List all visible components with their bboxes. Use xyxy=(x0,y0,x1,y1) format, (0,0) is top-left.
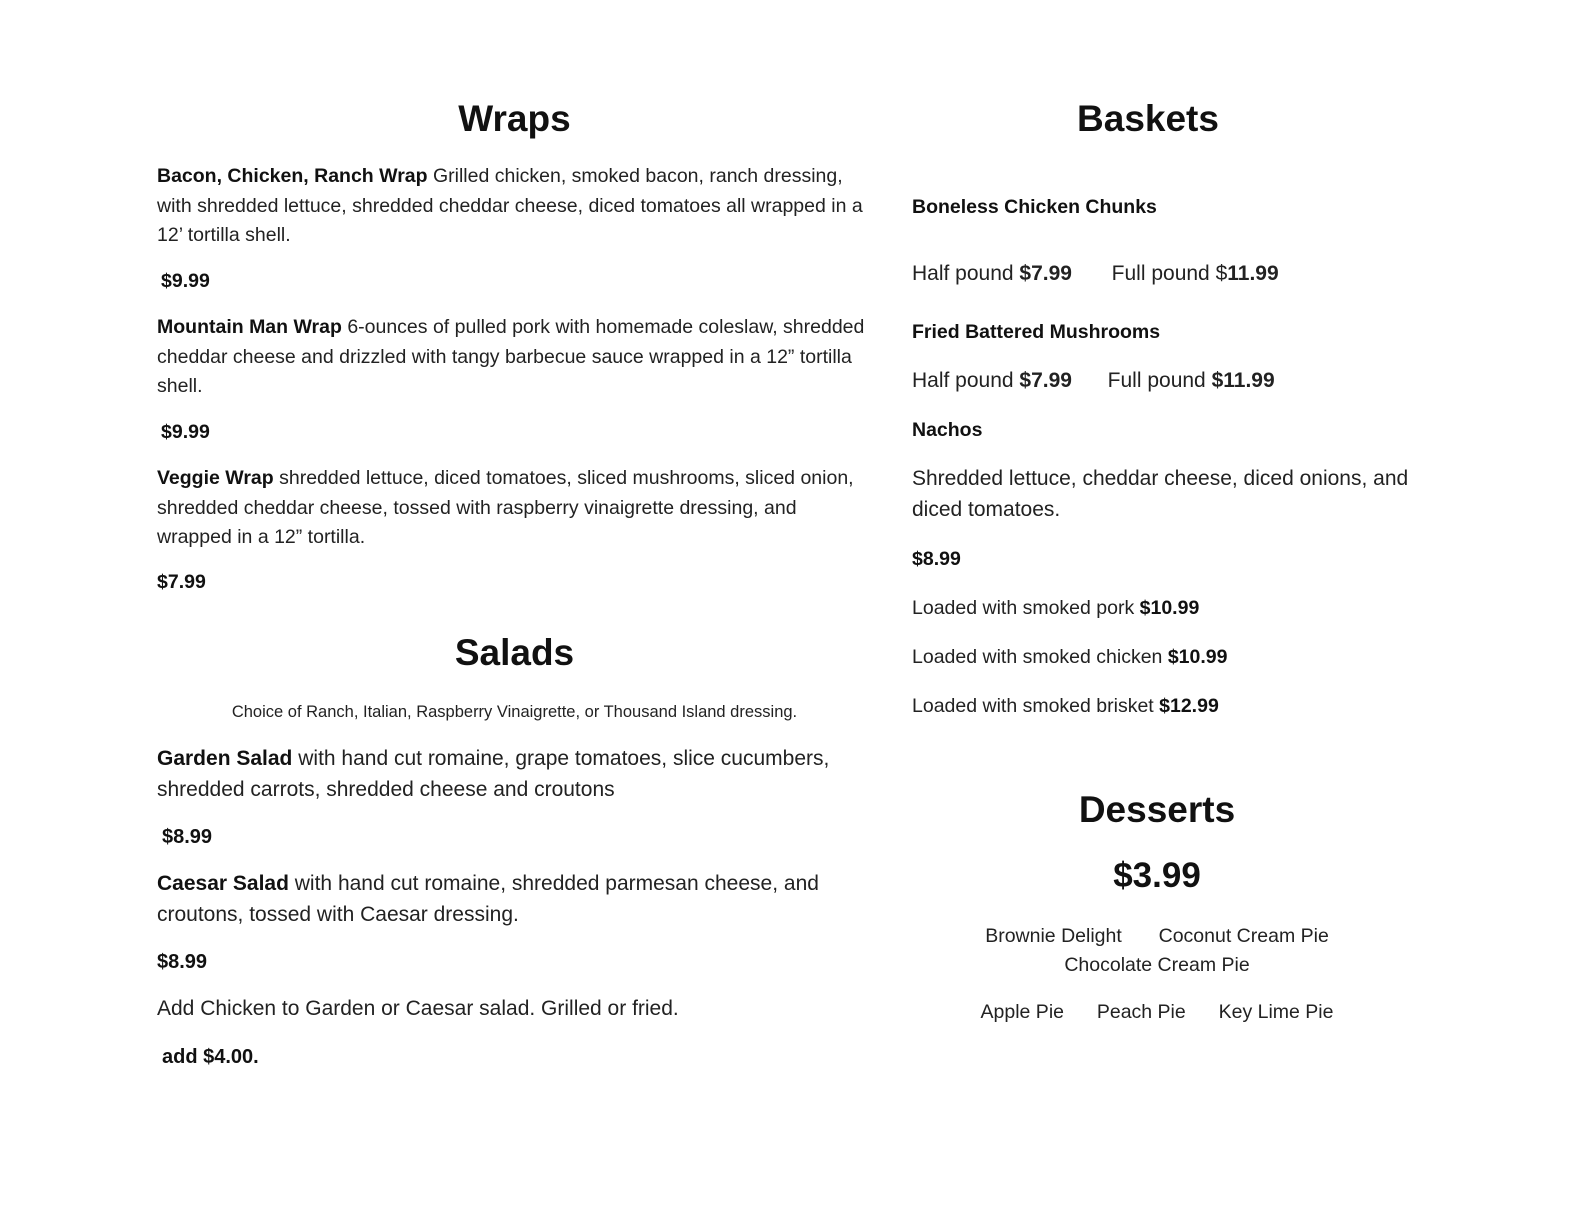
salad-item-garden xyxy=(157,744,872,805)
full-pound-label: Full pound xyxy=(1107,369,1206,392)
wrap-description: 6-ounces of pulled pork with homemade coleslaw, shredded cheddar cheese and drizzled with tangy barbecue sauce wrapped in a 12” tortilla shell. xyxy=(157,316,865,397)
wrap-name: Veggie Wrap xyxy=(157,467,274,489)
salad-item-caesar xyxy=(157,869,872,930)
salad-addon-price: add $4.00. xyxy=(162,1046,259,1068)
nachos-loaded-pork xyxy=(912,594,1199,624)
nachos-loaded-chicken xyxy=(912,643,1227,673)
wrap-price: $7.99 xyxy=(157,571,206,593)
loaded-price: $12.99 xyxy=(1159,695,1219,717)
wrap-name: Mountain Man Wrap xyxy=(157,316,342,338)
dessert-row-3 xyxy=(912,998,1402,1028)
basket-chunks-name: Boneless Chicken Chunks xyxy=(912,196,1157,218)
dessert-row-2 xyxy=(912,951,1402,981)
salad-name: Caesar Salad xyxy=(157,872,289,895)
salad-description: with hand cut romaine, grape tomatoes, slice cucumbers, shredded carrots, shredded cheese and croutons xyxy=(157,747,830,801)
dessert-item: Brownie Delight xyxy=(985,925,1122,947)
salads-heading: Salads xyxy=(454,632,575,673)
half-pound-price: $7.99 xyxy=(1019,262,1072,285)
wrap-price: $9.99 xyxy=(161,421,210,443)
nachos-price: $8.99 xyxy=(912,548,961,570)
full-pound-price: $11.99 xyxy=(1211,369,1275,392)
baskets-heading: Baskets xyxy=(1077,98,1219,139)
salad-description: with hand cut romaine, shredded parmesan cheese, and croutons, tossed with Caesar dressing. xyxy=(157,872,819,926)
half-pound-label: Half pound xyxy=(912,262,1014,285)
wrap-item-mountain-man xyxy=(157,313,872,402)
loaded-price: $10.99 xyxy=(1167,646,1228,668)
wrap-item-veggie xyxy=(157,464,872,553)
basket-mushrooms-prices xyxy=(912,366,1275,397)
basket-chunks-prices xyxy=(912,259,1279,290)
dessert-row-1 xyxy=(912,922,1402,952)
desserts-price: $3.99 xyxy=(1113,856,1201,895)
dessert-item: Apple Pie xyxy=(980,1001,1064,1023)
basket-nachos-name: Nachos xyxy=(912,419,983,441)
salad-price: $8.99 xyxy=(162,826,213,848)
nachos-loaded-brisket xyxy=(912,692,1219,722)
wrap-name: Bacon, Chicken, Ranch Wrap xyxy=(157,165,428,187)
loaded-price: $10.99 xyxy=(1139,597,1200,619)
loaded-label: Loaded with smoked chicken xyxy=(912,646,1163,668)
dessert-item: Key Lime Pie xyxy=(1218,1001,1334,1023)
basket-mushrooms-name: Fried Battered Mushrooms xyxy=(912,321,1161,343)
wrap-item-bacon-chicken-ranch xyxy=(157,162,872,251)
half-pound-label: Half pound xyxy=(912,369,1014,392)
desserts-heading: Desserts xyxy=(1078,789,1236,830)
dessert-item: Chocolate Cream Pie xyxy=(1064,954,1250,976)
dessert-item: Peach Pie xyxy=(1096,1001,1186,1023)
salad-addon-text: Add Chicken to Garden or Caesar salad. Grilled or fried. xyxy=(157,997,679,1020)
wraps-heading: Wraps xyxy=(458,98,571,139)
loaded-label: Loaded with smoked brisket xyxy=(912,695,1154,717)
dessert-item: Coconut Cream Pie xyxy=(1158,925,1329,947)
full-pound-label: Full pound $ xyxy=(1111,262,1228,285)
salad-name: Garden Salad xyxy=(157,747,293,770)
wrap-description: Grilled chicken, smoked bacon, ranch dressing, with shredded lettuce, shredded cheddar cheese, diced tomatoes all wrapped in a 12’ tortilla shell. xyxy=(157,165,863,246)
wrap-description: shredded lettuce, diced tomatoes, sliced mushrooms, sliced onion, shredded cheddar cheese, tossed with raspberry vinaigrette dressing, and wrapped in a 12” tortilla. xyxy=(157,467,854,548)
full-pound-price: 11.99 xyxy=(1227,262,1279,285)
dressing-note: Choice of Ranch, Italian, Raspberry Vinaigrette, or Thousand Island dressing. xyxy=(231,703,798,721)
half-pound-price: $7.99 xyxy=(1019,369,1072,392)
loaded-label: Loaded with smoked pork xyxy=(912,597,1135,619)
wrap-price: $9.99 xyxy=(161,270,210,292)
salad-price: $8.99 xyxy=(157,951,208,973)
nachos-description: Shredded lettuce, cheddar cheese, diced onions, and diced tomatoes. xyxy=(912,467,1409,521)
